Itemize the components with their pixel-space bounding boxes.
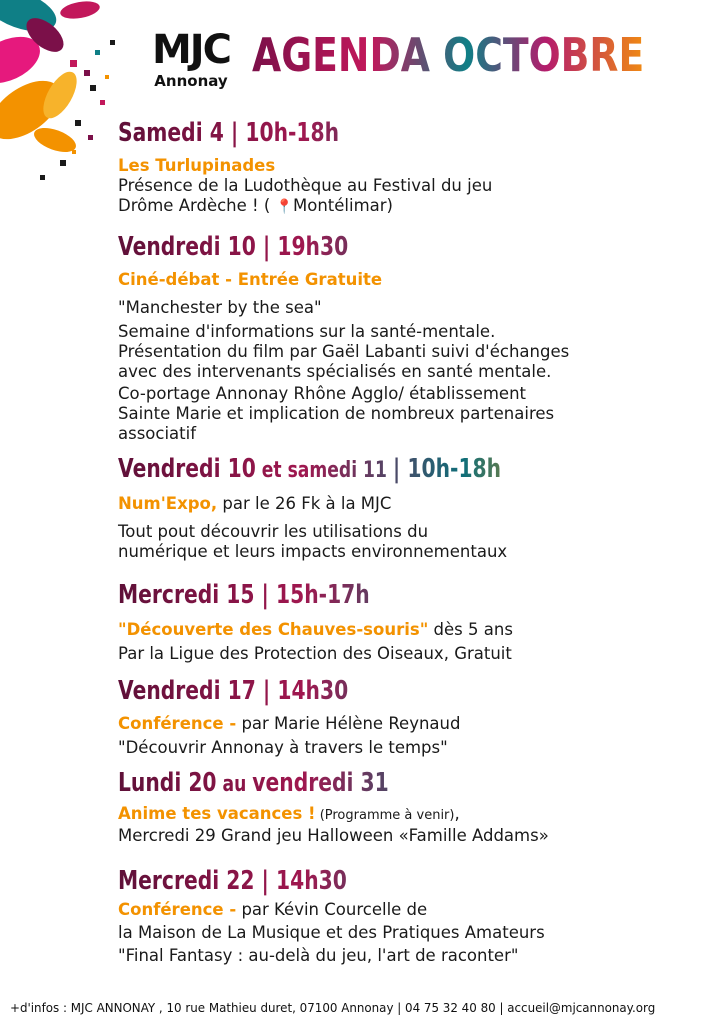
- event-line: la Maison de La Musique et des Pratiques Amateurs: [118, 923, 545, 942]
- page-title: AGENDA OCTOBRE: [252, 28, 645, 82]
- event-line: Présentation du film par Gaël Labanti suivi d'échanges: [118, 342, 570, 361]
- event-description-location: [118, 196, 708, 217]
- event-film: "Manchester by the sea": [118, 298, 322, 317]
- logo-mark: MJC: [151, 27, 231, 73]
- event-title-rest: par le 26 Fk à la MJC: [217, 494, 392, 513]
- event-date-start: Lundi 20: [118, 768, 217, 798]
- event-title: [118, 714, 708, 734]
- event-line: "Final Fantasy : au-delà du jeu, l'art de raconter": [118, 946, 519, 965]
- event-title-highlight: Conférence -: [118, 714, 237, 733]
- event-description-text: Drôme Ardèche ! (: [118, 196, 271, 215]
- event-item: [118, 118, 708, 217]
- event-date-end: vendredi 31: [252, 768, 389, 798]
- event-title-rest: par Marie Hélène Reynaud: [236, 714, 461, 733]
- event-title-highlight: Num'Expo,: [118, 494, 218, 513]
- logo-subtitle: Annonay: [154, 72, 228, 90]
- event-line: associatif: [118, 424, 197, 443]
- event-date: [118, 768, 578, 800]
- mjc-logo: [146, 27, 236, 90]
- event-title-rest: (Programme à venir): [315, 808, 455, 823]
- event-title-highlight: "Découverte des Chauves-souris": [118, 620, 429, 639]
- event-date: Samedi 4 | 10h-18h: [118, 118, 578, 148]
- event-description: Présence de la Ludothèque au Festival du jeu: [118, 176, 493, 195]
- event-date: Vendredi 17 | 14h30: [118, 676, 578, 706]
- event-title: [118, 804, 708, 826]
- event-date-end: | 10h-18h: [392, 454, 502, 484]
- event-title: Les Turlupinades: [118, 156, 276, 175]
- event-title-rest: dès 5 ans: [428, 620, 513, 639]
- map-pin-icon: 📍: [275, 199, 294, 215]
- event-date-connector: au: [216, 772, 253, 797]
- event-line: Par la Ligue des Protection des Oiseaux, Gratuit: [118, 644, 512, 663]
- event-place: Montélimar): [293, 196, 393, 215]
- event-item: [118, 768, 708, 846]
- event-item: [118, 454, 708, 562]
- event-date: Vendredi 10 | 19h30: [118, 232, 578, 262]
- event-date: Mercredi 15 | 15h-17h: [118, 580, 578, 610]
- event-line: numérique et leurs impacts environnementaux: [118, 542, 508, 561]
- event-line: Co-portage Annonay Rhône Agglo/ établissement: [118, 384, 527, 403]
- footer-contact: +d'infos : MJC ANNONAY , 10 rue Mathieu duret, 07100 Annonay | 04 75 32 40 80 | accueil@mjcannonay.org: [10, 1000, 656, 1015]
- event-line: Sainte Marie et implication de nombreux partenaires: [118, 404, 555, 423]
- event-date: [118, 454, 578, 486]
- event-line: avec des intervenants spécialisés en santé mentale.: [118, 362, 552, 381]
- event-line: Tout pout découvrir les utilisations du: [118, 522, 429, 541]
- event-date-connector: et samedi 11: [255, 458, 393, 483]
- event-date-start: Vendredi 10: [118, 454, 256, 484]
- event-date: Mercredi 22 | 14h30: [118, 866, 578, 896]
- event-title-end: ,: [454, 804, 460, 823]
- event-line: "Découvrir Annonay à travers le temps": [118, 738, 448, 757]
- event-title: [118, 900, 708, 920]
- event-title: Ciné-débat - Entrée Gratuite: [118, 270, 383, 289]
- event-title-rest: par Kévin Courcelle de: [236, 900, 428, 919]
- event-item: [118, 866, 708, 966]
- event-line: Semaine d'informations sur la santé-mentale.: [118, 322, 496, 341]
- event-item: [118, 676, 708, 758]
- event-item: [118, 580, 708, 664]
- event-title: [118, 494, 708, 514]
- event-item: [118, 232, 708, 444]
- event-title-highlight: Anime tes vacances !: [118, 804, 316, 823]
- event-title: [118, 620, 708, 640]
- event-line: Mercredi 29 Grand jeu Halloween «Famille Addams»: [118, 826, 549, 845]
- event-title-highlight: Conférence -: [118, 900, 237, 919]
